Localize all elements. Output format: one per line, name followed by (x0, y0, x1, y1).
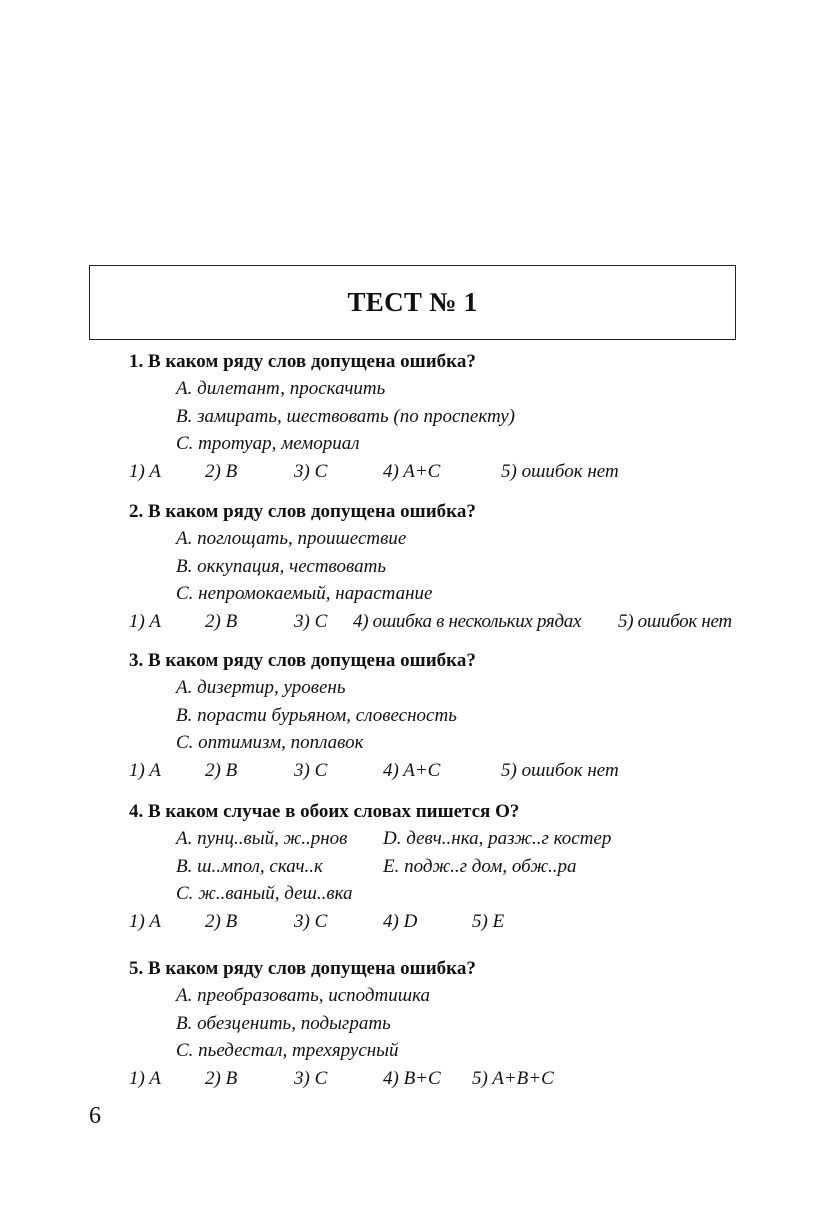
answer-3: 3) C (294, 1067, 328, 1089)
answer-1: 1) A (129, 910, 161, 932)
answer-choices (129, 608, 749, 636)
question-2 (129, 498, 749, 636)
option-c: C. оптимизм, поплавок (176, 732, 364, 753)
answer-choices (129, 757, 749, 785)
answer-1: 1) A (129, 1067, 161, 1089)
answer-choices (129, 908, 749, 936)
option-row-2 (129, 853, 749, 881)
option-a: A. пунц..вый, ж..рнов (176, 828, 348, 849)
answer-3: 3) C (294, 759, 328, 781)
option-a: A. дизертир, уровень (176, 677, 346, 698)
answer-5: 5) ошибок нет (618, 610, 732, 632)
answer-4: 4) ошибка в нескольких рядах (353, 610, 582, 632)
answer-5: 5) E (472, 910, 505, 932)
answer-2: 2) B (205, 759, 238, 781)
question-title: 3. В каком ряду слов допущена ошибка? (129, 650, 476, 671)
option-c: C. тротуар, мемориал (176, 433, 360, 454)
option-b: B. обезценить, подыграть (176, 1012, 391, 1034)
option-e: E. подж..г дом, обж..ра (383, 855, 577, 877)
option-b: B. ш..мпол, скач..к (176, 855, 323, 877)
option-b: B. порасти бурьяном, словесность (176, 704, 457, 726)
test-title-box (89, 265, 736, 340)
answer-3: 3) C (294, 460, 328, 482)
option-b: B. оккупация, чествовать (176, 555, 387, 577)
question-4 (129, 798, 749, 936)
question-title: 4. В каком случае в обоих словах пишется О? (129, 801, 520, 822)
option-a: A. поглощать, проишествие (176, 528, 407, 549)
answer-choices (129, 1065, 749, 1093)
option-c: C. пьедестал, трехярусный (176, 1040, 399, 1061)
answer-4: 4) A+C (383, 759, 441, 781)
answer-5: 5) ошибок нет (501, 460, 619, 482)
option-b: B. замирать, шествовать (по проспекту) (176, 405, 516, 427)
question-title: 5. В каком ряду слов допущена ошибка? (129, 958, 476, 979)
answer-1: 1) A (129, 610, 161, 632)
answer-2: 2) B (205, 1067, 238, 1089)
answer-3: 3) C (294, 610, 328, 632)
option-d: D. девч..нка, разж..г костер (383, 828, 612, 849)
page-number: 6 (89, 1103, 101, 1129)
answer-2: 2) B (205, 910, 238, 932)
answer-choices (129, 458, 749, 486)
question-title: 2. В каком ряду слов допущена ошибка? (129, 501, 476, 522)
answer-2: 2) B (205, 610, 238, 632)
answer-1: 1) A (129, 460, 161, 482)
answer-1: 1) A (129, 759, 161, 781)
answer-4: 4) A+C (383, 460, 441, 482)
option-c: C. непромокаемый, нарастание (176, 583, 433, 604)
option-a: A. преобразовать, исподтишка (176, 985, 431, 1006)
option-c: C. ж..ваный, деш..вка (176, 883, 353, 904)
question-1 (129, 348, 749, 486)
question-5 (129, 955, 749, 1093)
answer-3: 3) C (294, 910, 328, 932)
answer-4: 4) B+C (383, 1067, 441, 1089)
option-row-3 (129, 880, 749, 908)
option-a: A. дилетант, проскачить (176, 378, 386, 399)
option-row-1 (129, 825, 749, 853)
answer-4: 4) D (383, 910, 418, 932)
test-title: ТЕСТ № 1 (347, 287, 478, 317)
question-title: 1. В каком ряду слов допущена ошибка? (129, 351, 476, 372)
question-3 (129, 647, 749, 785)
answer-5: 5) A+B+C (472, 1067, 554, 1089)
answer-5: 5) ошибок нет (501, 759, 619, 781)
answer-2: 2) B (205, 460, 238, 482)
